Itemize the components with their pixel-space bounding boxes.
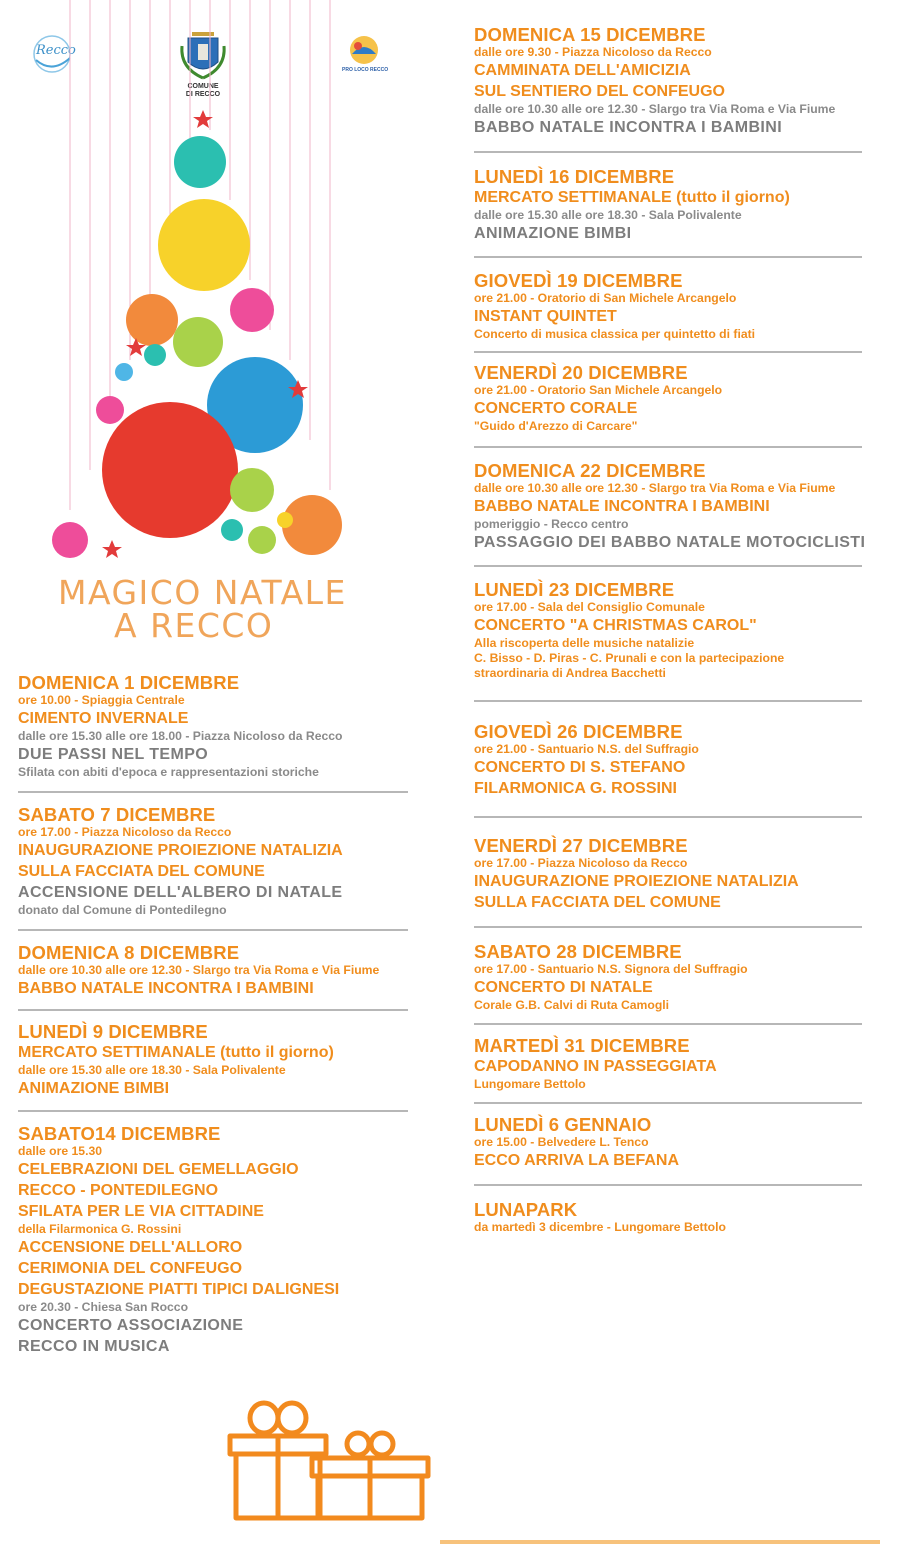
event-line: ore 21.00 - Oratorio San Michele Arcangelo [474, 383, 723, 397]
event-block [474, 579, 866, 681]
event-line: CAMMINATA DELL'AMICIZIA [474, 62, 691, 79]
event-line: MERCATO SETTIMANALE (tutto il giorno) [474, 189, 790, 206]
event-line: dalle ore 10.30 alle ore 12.30 - Slargo tra Via Roma e Via Fiume [18, 963, 380, 977]
separator-line [474, 1184, 862, 1186]
event-block [474, 721, 866, 799]
ornament [230, 468, 274, 512]
event-line: ore 15.00 - Belvedere L. Tenco [474, 1135, 649, 1149]
event-block [474, 1114, 866, 1171]
event-line: dalle ore 10.30 alle ore 12.30 - Slargo tra Via Roma e Via Fiume [474, 481, 836, 495]
event-block [18, 672, 410, 780]
ornament [277, 512, 293, 528]
event-date: GIOVEDÌ 26 DICEMBRE [474, 721, 683, 742]
comune-label-2: DI RECCO [185, 91, 221, 98]
gift-boxes-icon [222, 1396, 434, 1522]
event-line: C. Bisso - D. Piras - C. Prunali e con la partecipazione [474, 651, 785, 665]
event-block [474, 835, 866, 913]
event-line: ore 21.00 - Oratorio di San Michele Arcangelo [474, 291, 737, 305]
event-line: CONCERTO DI S. STEFANO [474, 759, 686, 776]
event-date: SABATO14 DICEMBRE [18, 1123, 221, 1144]
event-line: CONCERTO ASSOCIAZIONE [18, 1317, 244, 1334]
event-date: DOMENICA 22 DICEMBRE [474, 460, 706, 481]
event-date: VENERDÌ 20 DICEMBRE [474, 362, 688, 383]
separator-line [474, 700, 862, 702]
event-block [18, 1021, 410, 1099]
event-date: DOMENICA 8 DICEMBRE [18, 942, 240, 963]
ornament [102, 402, 238, 538]
separator-line [474, 446, 862, 448]
separator-line [474, 1102, 862, 1104]
event-line: INAUGURAZIONE PROIEZIONE NATALIZIA [18, 842, 343, 859]
event-line: CAPODANNO IN PASSEGGIATA [474, 1058, 717, 1075]
ornament [144, 344, 166, 366]
event-line: RECCO IN MUSICA [18, 1338, 170, 1355]
event-line: ore 10.00 - Spiaggia Centrale [18, 693, 185, 707]
event-line: FILARMONICA G. ROSSINI [474, 780, 677, 797]
event-line: ANIMAZIONE BIMBI [18, 1080, 170, 1097]
event-block [474, 362, 866, 434]
bottom-stripe [440, 1540, 880, 1544]
ornament [115, 363, 133, 381]
event-line: BABBO NATALE INCONTRA I BAMBINI [18, 980, 314, 997]
event-line: DEGUSTAZIONE PIATTI TIPICI DALIGNESI [18, 1281, 340, 1298]
event-line: ore 17.00 - Sala del Consiglio Comunale [474, 600, 705, 614]
event-line: pomeriggio - Recco centro [474, 517, 629, 531]
event-line: ANIMAZIONE BIMBI [474, 225, 632, 242]
event-line: ore 17.00 - Piazza Nicoloso da Recco [18, 825, 232, 839]
event-block [18, 942, 410, 999]
separator-line [18, 791, 408, 793]
ornament [96, 396, 124, 424]
event-date: DOMENICA 1 DICEMBRE [18, 672, 240, 693]
event-line: CONCERTO DI NATALE [474, 979, 653, 996]
event-line: Corale G.B. Calvi di Ruta Camogli [474, 998, 670, 1012]
event-line: SULLA FACCIATA DEL COMUNE [474, 894, 721, 911]
comune-label-1: COMUNE [187, 83, 219, 90]
event-line: ACCENSIONE DELL'ALBERO DI NATALE [18, 884, 343, 901]
ornament [126, 294, 178, 346]
event-line: INSTANT QUINTET [474, 308, 617, 325]
separator-line [474, 816, 862, 818]
event-line: ore 20.30 - Chiesa San Rocco [18, 1300, 189, 1314]
right-events-column [474, 24, 866, 1235]
event-line: dalle ore 15.30 alle ore 18.30 - Sala Polivalente [18, 1063, 286, 1077]
separator-line [18, 929, 408, 931]
separator-line [474, 1023, 862, 1025]
event-line: donato dal Comune di Pontedilegno [18, 903, 227, 917]
event-line: dalle ore 15.30 [18, 1144, 103, 1158]
recco-logo-text: Recco [36, 43, 76, 58]
event-line: DUE PASSI NEL TEMPO [18, 746, 209, 763]
event-line: ACCENSIONE DELL'ALLORO [18, 1239, 243, 1256]
event-block [474, 24, 866, 138]
proloco-text: PRO LOCO RECCO [342, 67, 389, 73]
ornament [174, 136, 226, 188]
event-line: CONCERTO "A CHRISTMAS CAROL" [474, 617, 757, 634]
event-line: da martedì 3 dicembre - Lungomare Bettolo [474, 1220, 726, 1234]
event-line: BABBO NATALE INCONTRA I BAMBINI [474, 119, 783, 136]
event-date: MARTEDÌ 31 DICEMBRE [474, 1035, 690, 1056]
event-line: SUL SENTIERO DEL CONFEUGO [474, 83, 725, 100]
event-line: ore 21.00 - Santuario N.S. del Suffragio [474, 742, 699, 756]
event-line: BABBO NATALE INCONTRA I BAMBINI [474, 498, 770, 515]
event-date: SABATO 28 DICEMBRE [474, 941, 682, 962]
separator-line [474, 256, 862, 258]
event-date: LUNEDÌ 23 DICEMBRE [474, 579, 675, 600]
event-date: DOMENICA 15 DICEMBRE [474, 24, 706, 45]
event-block [18, 804, 410, 918]
event-date: LUNEDÌ 16 DICEMBRE [474, 166, 675, 187]
ornament [248, 526, 276, 554]
page-title-line-2: A RECCO [114, 606, 274, 645]
event-date: GIOVEDÌ 19 DICEMBRE [474, 270, 683, 291]
event-line: INAUGURAZIONE PROIEZIONE NATALIZIA [474, 873, 799, 890]
event-line: MERCATO SETTIMANALE (tutto il giorno) [18, 1044, 334, 1061]
separator-line [474, 351, 862, 353]
left-events-column [18, 672, 410, 1357]
event-line: dalle ore 15.30 alle ore 18.30 - Sala Polivalente [474, 208, 742, 222]
ornament [221, 519, 243, 541]
event-date: LUNEDÌ 6 GENNAIO [474, 1114, 652, 1135]
ornament [173, 317, 223, 367]
event-block [474, 1035, 866, 1092]
event-line: CELEBRAZIONI DEL GEMELLAGGIO [18, 1161, 299, 1178]
event-block [474, 270, 866, 342]
event-date: VENERDÌ 27 DICEMBRE [474, 835, 688, 856]
event-line: RECCO - PONTEDILEGNO [18, 1182, 219, 1199]
event-line: SFILATA PER LE VIA CITTADINE [18, 1203, 264, 1220]
event-line: dalle ore 15.30 alle ore 18.00 - Piazza Nicoloso da Recco [18, 729, 343, 743]
event-line: PASSAGGIO DEI BABBO NATALE MOTOCICLISTI [474, 534, 866, 551]
event-line: ore 17.00 - Santuario N.S. Signora del Suffragio [474, 962, 748, 976]
event-line: Lungomare Bettolo [474, 1077, 586, 1091]
event-block [474, 1199, 866, 1235]
separator-line [18, 1009, 408, 1011]
event-date: SABATO 7 DICEMBRE [18, 804, 216, 825]
ornament [158, 199, 250, 291]
ornament [230, 288, 274, 332]
event-line: Concerto di musica classica per quintetto di fiati [474, 327, 756, 341]
event-line: straordinaria di Andrea Bacchetti [474, 666, 666, 680]
event-line: dalle ore 9.30 - Piazza Nicoloso da Recco [474, 45, 712, 59]
ornament [52, 522, 88, 558]
event-date: LUNEDÌ 9 DICEMBRE [18, 1021, 208, 1042]
event-line: CIMENTO INVERNALE [18, 710, 189, 727]
event-line: ECCO ARRIVA LA BEFANA [474, 1152, 680, 1169]
event-block [18, 1123, 410, 1357]
separator-line [474, 151, 862, 153]
event-block [474, 460, 866, 553]
event-block [474, 166, 866, 244]
event-line: della Filarmonica G. Rossini [18, 1222, 182, 1236]
event-line: Alla riscoperta delle musiche natalizie [474, 636, 695, 650]
separator-line [18, 1110, 408, 1112]
event-line: ore 17.00 - Piazza Nicoloso da Recco [474, 856, 688, 870]
event-line: CERIMONIA DEL CONFEUGO [18, 1260, 243, 1277]
event-block [474, 941, 866, 1013]
event-date: LUNAPARK [474, 1199, 578, 1220]
event-line: "Guido d'Arezzo di Carcare" [474, 419, 638, 433]
event-line: dalle ore 10.30 alle ore 12.30 - Slargo tra Via Roma e Via Fiume [474, 102, 836, 116]
event-line: Sfilata con abiti d'epoca e rappresentazioni storiche [18, 765, 319, 779]
page-title-line-1: MAGICO NATALE [58, 573, 347, 612]
christmas-tree-illustration [40, 0, 380, 570]
separator-line [474, 926, 862, 928]
event-line: CONCERTO CORALE [474, 400, 638, 417]
separator-line [474, 565, 862, 567]
event-line: SULLA FACCIATA DEL COMUNE [18, 863, 265, 880]
